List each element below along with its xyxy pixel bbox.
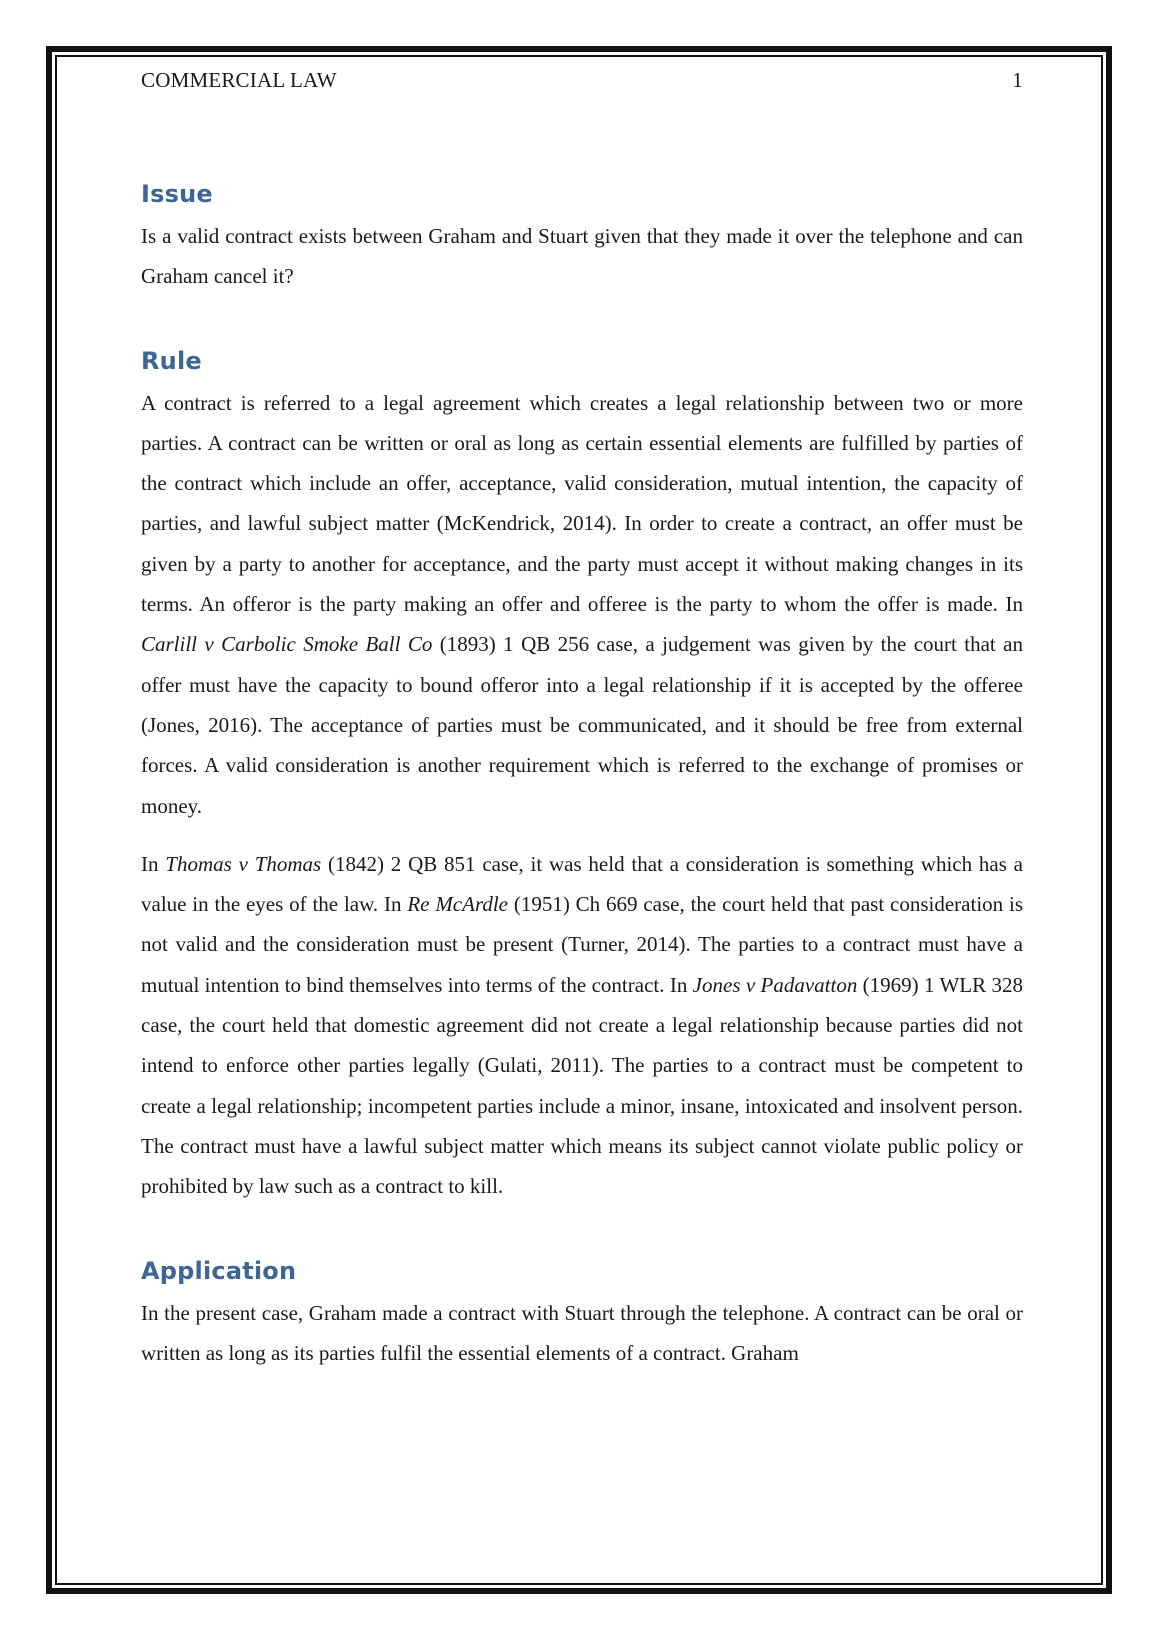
application-heading: Application <box>141 1256 297 1285</box>
rule-p2-text-3: (1951) Ch 669 case, the court held that past consideration is not valid and the consideration must be present (Turner, 2014). The parties to a contract must have a mutual intention to bind themselves into terms of the contract. In <box>141 892 1024 997</box>
application-section <box>141 1257 1023 1374</box>
case-name-carlill: Carlill v Carbolic Smoke Ball Co <box>141 632 433 657</box>
rule-paragraph-1 <box>141 383 1023 826</box>
issue-section <box>141 180 1023 297</box>
case-name-thomas: Thomas v Thomas <box>165 851 322 876</box>
issue-paragraph: Is a valid contract exists between Graham and Stuart given that they made it over the telephone and can Graham cancel it? <box>141 224 1023 289</box>
rule-heading: Rule <box>141 346 202 375</box>
rule-p1-text-1: A contract is referred to a legal agreement which creates a legal relationship between two or more parties. A contract can be written or oral as long as certain essential elements are fulfilled by parties of the contract which include an offer, acceptance, valid consideration, mutual intention, the capacity of parties, and lawful subject matter (McKendrick, 2014). In order to create a contract, an offer must be given by a party to another for acceptance, and the party must accept it without making changes in its terms. An offeror is the party making an offer and offeree is the party to whom the offer is made. In <box>141 390 1023 617</box>
application-paragraph: In the present case, Graham made a contract with Stuart through the telephone. A contract can be oral or written as long as its parties fulfil the essential elements of a contract. Graham <box>141 1300 1023 1365</box>
header-title: COMMERCIAL LAW <box>141 68 337 92</box>
issue-heading: Issue <box>141 180 213 208</box>
document-body <box>141 180 1023 1373</box>
rule-p2-text-1: In <box>141 851 166 876</box>
running-header <box>141 68 1023 93</box>
rule-p2-text-2: (1842) 2 QB 851 case, it was held that a consideration is something which has a value in the eyes of the law. In <box>141 851 1023 917</box>
rule-section <box>141 347 1023 1207</box>
case-name-padavatton: Jones v Padavatton <box>692 972 858 997</box>
rule-p2-text-4: (1969) 1 WLR 328 case, the court held that domestic agreement did not create a legal relationship because parties did not intend to enforce other parties legally (Gulati, 2011). The parties to a contract must be competent to create a legal relationship; incompetent parties include a minor, insane, intoxicated and insolvent person. The contract must have a lawful subject matter which means its subject cannot violate public policy or prohibited by law such as a contract to kill. <box>141 972 1023 1199</box>
rule-paragraph-2 <box>141 844 1023 1207</box>
case-name-mcardle: Re McArdle <box>407 892 509 917</box>
page-number: 1 <box>1012 68 1023 92</box>
rule-p1-text-2: (1893) 1 QB 256 case, a judgement was given by the court that an offer must have the capacity to bound offeror into a legal relationship if it is accepted by the offeree (Jones, 2016). The acceptance of parties must be communicated, and it should be free from external forces. A valid consideration is another requirement which is referred to the exchange of promises or money. <box>141 632 1023 818</box>
